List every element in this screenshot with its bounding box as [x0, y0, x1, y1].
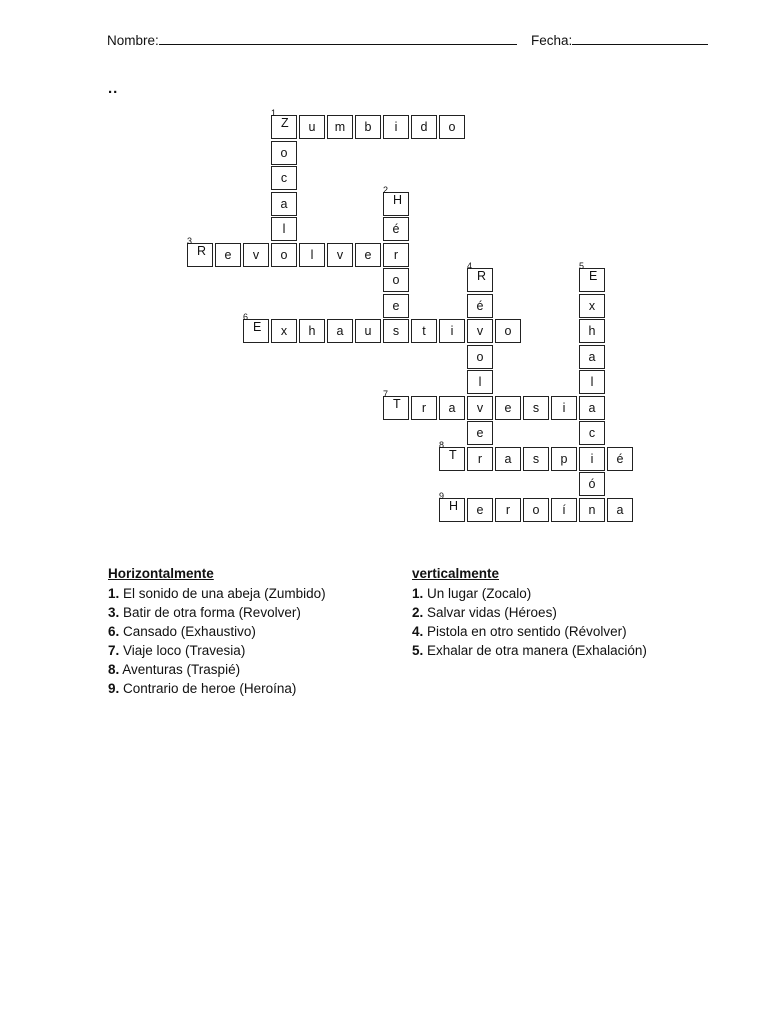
cell-letter: s: [532, 452, 540, 466]
cell-letter: E: [589, 269, 598, 283]
grid-cell[interactable]: [467, 421, 493, 445]
clue-number: 4: [467, 261, 473, 271]
cell-letter: l: [282, 222, 286, 236]
cell-letter: é: [476, 299, 484, 313]
cell-letter: R: [477, 269, 487, 283]
grid-cell[interactable]: [495, 447, 521, 471]
across-clue: [108, 660, 326, 679]
clue-number: 1.: [108, 586, 120, 601]
cell-letter: T: [393, 397, 401, 411]
grid-cell[interactable]: [467, 294, 493, 318]
down-clue: [412, 622, 647, 641]
cell-letter: l: [310, 248, 314, 262]
grid-cell[interactable]: [299, 319, 325, 343]
clue-number: 6.: [108, 624, 120, 639]
cell-letter: v: [336, 248, 344, 262]
grid-cell[interactable]: [271, 141, 297, 165]
grid-cell[interactable]: [523, 447, 549, 471]
grid-cell[interactable]: [411, 319, 437, 343]
cell-letter: a: [588, 350, 596, 364]
cell-letter: o: [280, 146, 288, 160]
cell-letter: e: [476, 503, 484, 517]
cell-letter: c: [280, 171, 288, 185]
cell-letter: o: [392, 273, 400, 287]
clue-number: 3.: [108, 605, 120, 620]
cell-letter: l: [478, 375, 482, 389]
cell-letter: h: [308, 324, 316, 338]
clue-text: Contrario de heroe (Heroína): [119, 681, 297, 696]
cell-letter: o: [280, 248, 288, 262]
grid-cell[interactable]: [579, 447, 605, 471]
clue-text: Exhalar de otra manera (Exhalación): [423, 643, 647, 658]
cell-letter: ó: [588, 477, 596, 491]
grid-cell[interactable]: [467, 370, 493, 394]
clues-down-title: verticalmente: [412, 566, 500, 581]
grid-cell[interactable]: [383, 115, 409, 139]
grid-cell[interactable]: [327, 243, 353, 267]
cell-letter: b: [364, 120, 372, 134]
across-clue: [108, 641, 326, 660]
grid-cell[interactable]: [355, 115, 381, 139]
cell-letter: u: [364, 324, 372, 338]
cell-letter: v: [476, 401, 484, 415]
clue-number: 8: [439, 440, 445, 450]
grid-cell[interactable]: [243, 312, 269, 343]
cell-letter: a: [588, 401, 596, 415]
cell-letter: t: [422, 324, 426, 338]
cell-letter: o: [532, 503, 540, 517]
grid-cell[interactable]: [411, 115, 437, 139]
grid-cell[interactable]: [467, 345, 493, 369]
grid-cell[interactable]: [579, 472, 605, 496]
cell-letter: í: [562, 503, 566, 517]
cell-letter: i: [394, 120, 398, 134]
clue-text: Aventuras (Traspié): [119, 662, 241, 677]
clue-text: El sonido de una abeja (Zumbido): [119, 586, 326, 601]
clue-number: 7.: [108, 643, 120, 658]
clue-text: Salvar vidas (Héroes): [423, 605, 557, 620]
grid-cell[interactable]: [299, 243, 325, 267]
clues-down: [412, 564, 647, 660]
grid-cell[interactable]: [299, 115, 325, 139]
grid-cell[interactable]: [383, 243, 409, 267]
grid-cell[interactable]: [467, 261, 493, 292]
cell-letter: e: [224, 248, 232, 262]
grid-cell[interactable]: [467, 319, 493, 343]
cell-letter: i: [562, 401, 566, 415]
cell-letter: i: [590, 452, 594, 466]
grid-cell[interactable]: [271, 192, 297, 216]
grid-cell[interactable]: [271, 319, 297, 343]
grid-cell[interactable]: [439, 440, 465, 471]
cell-letter: n: [588, 503, 596, 517]
clue-number: 1.: [412, 586, 424, 601]
cell-letter: H: [449, 499, 459, 513]
clue-number: 9.: [108, 681, 120, 696]
cell-letter: l: [590, 375, 594, 389]
grid-cell[interactable]: [383, 294, 409, 318]
grid-cell[interactable]: [579, 498, 605, 522]
grid-cell[interactable]: [215, 243, 241, 267]
grid-cell[interactable]: [467, 396, 493, 420]
cell-letter: v: [252, 248, 260, 262]
grid-cell[interactable]: [439, 396, 465, 420]
grid-cell[interactable]: [551, 447, 577, 471]
grid-cell[interactable]: [383, 389, 409, 420]
across-clue: [108, 679, 326, 698]
grid-cell[interactable]: [271, 166, 297, 190]
clues-down-list: [412, 584, 647, 660]
grid-cell[interactable]: [579, 319, 605, 343]
grid-cell[interactable]: [495, 319, 521, 343]
grid-cell[interactable]: [579, 294, 605, 318]
dots-mark: ..: [108, 80, 119, 97]
grid-cell[interactable]: [495, 498, 521, 522]
grid-cell[interactable]: [271, 108, 297, 139]
cell-letter: r: [505, 503, 511, 517]
grid-cell[interactable]: [579, 261, 605, 292]
down-clue: [412, 641, 647, 660]
grid-cell[interactable]: [523, 396, 549, 420]
clue-number: 8.: [108, 662, 120, 677]
grid-cell[interactable]: [579, 421, 605, 445]
cell-letter: e: [364, 248, 372, 262]
grid-cell[interactable]: [355, 319, 381, 343]
grid-cell[interactable]: [327, 319, 353, 343]
grid-cell[interactable]: [411, 396, 437, 420]
clues-across: [108, 564, 326, 698]
clues-across-list: [108, 584, 326, 698]
grid-cell[interactable]: [271, 243, 297, 267]
cell-letter: x: [280, 324, 288, 338]
cell-letter: v: [476, 324, 484, 338]
fecha-label: Fecha:: [531, 33, 573, 48]
cell-letter: d: [420, 120, 428, 134]
cell-letter: Z: [281, 116, 289, 130]
cell-letter: x: [588, 299, 596, 313]
cell-letter: a: [504, 452, 512, 466]
cell-letter: r: [393, 248, 399, 262]
down-clue: [412, 603, 647, 622]
grid-cell[interactable]: [439, 491, 465, 522]
across-clue: [108, 603, 326, 622]
cell-letter: o: [476, 350, 484, 364]
grid-cell[interactable]: [355, 243, 381, 267]
cell-letter: a: [336, 324, 344, 338]
cell-letter: a: [616, 503, 624, 517]
cell-letter: e: [476, 426, 484, 440]
cell-letter: r: [477, 452, 483, 466]
grid-cell[interactable]: [439, 115, 465, 139]
grid-cell[interactable]: [467, 447, 493, 471]
clue-number: 4.: [412, 624, 424, 639]
clue-text: Pistola en otro sentido (Révolver): [423, 624, 627, 639]
clue-number: 9: [439, 491, 445, 501]
clue-number: 5: [579, 261, 585, 271]
grid-cell[interactable]: [579, 345, 605, 369]
grid-cell[interactable]: [187, 236, 213, 267]
cell-letter: p: [560, 452, 568, 466]
grid-cell[interactable]: [383, 319, 409, 343]
clue-number: 7: [383, 389, 389, 399]
cell-letter: R: [197, 244, 207, 258]
grid-cell[interactable]: [551, 396, 577, 420]
down-clue: [412, 584, 647, 603]
clues-across-title: Horizontalmente: [108, 566, 214, 581]
grid-cell[interactable]: [607, 498, 633, 522]
grid-cell[interactable]: [383, 185, 409, 216]
clue-number: 2.: [412, 605, 424, 620]
cell-letter: E: [253, 320, 262, 334]
grid-cell[interactable]: [579, 370, 605, 394]
nombre-label: Nombre:: [107, 33, 159, 48]
grid-cell[interactable]: [523, 498, 549, 522]
clue-text: Viaje loco (Travesia): [119, 643, 246, 658]
clue-number: 5.: [412, 643, 424, 658]
grid-cell[interactable]: [467, 498, 493, 522]
cell-letter: h: [588, 324, 596, 338]
grid-cell[interactable]: [607, 447, 633, 471]
grid-cell[interactable]: [327, 115, 353, 139]
cell-letter: i: [450, 324, 454, 338]
cell-letter: é: [616, 452, 624, 466]
cell-letter: o: [504, 324, 512, 338]
cell-letter: e: [392, 299, 400, 313]
clue-text: Un lugar (Zocalo): [423, 586, 532, 601]
cell-letter: H: [393, 193, 403, 207]
grid-cell[interactable]: [271, 217, 297, 241]
cell-letter: e: [504, 401, 512, 415]
grid-cell[interactable]: [243, 243, 269, 267]
cell-letter: a: [448, 401, 456, 415]
cell-letter: o: [448, 120, 456, 134]
grid-cell[interactable]: [383, 217, 409, 241]
cell-letter: m: [334, 120, 346, 134]
clue-number: 2: [383, 185, 389, 195]
clue-number: 1: [271, 108, 277, 118]
cell-letter: s: [532, 401, 540, 415]
cell-letter: é: [392, 222, 400, 236]
across-clue: [108, 584, 326, 603]
across-clue: [108, 622, 326, 641]
cell-letter: u: [308, 120, 316, 134]
clue-number: 6: [243, 312, 249, 322]
clue-text: Batir de otra forma (Revolver): [119, 605, 301, 620]
grid-cell[interactable]: [495, 396, 521, 420]
grid-cell[interactable]: [439, 319, 465, 343]
cell-letter: T: [449, 448, 457, 462]
grid-cell[interactable]: [383, 268, 409, 292]
grid-cell[interactable]: [579, 396, 605, 420]
clue-number: 3: [187, 236, 193, 246]
clue-text: Cansado (Exhaustivo): [119, 624, 256, 639]
cell-letter: c: [588, 426, 596, 440]
cell-letter: s: [392, 324, 400, 338]
cell-letter: a: [280, 197, 288, 211]
cell-letter: r: [421, 401, 427, 415]
grid-cell[interactable]: [551, 498, 577, 522]
